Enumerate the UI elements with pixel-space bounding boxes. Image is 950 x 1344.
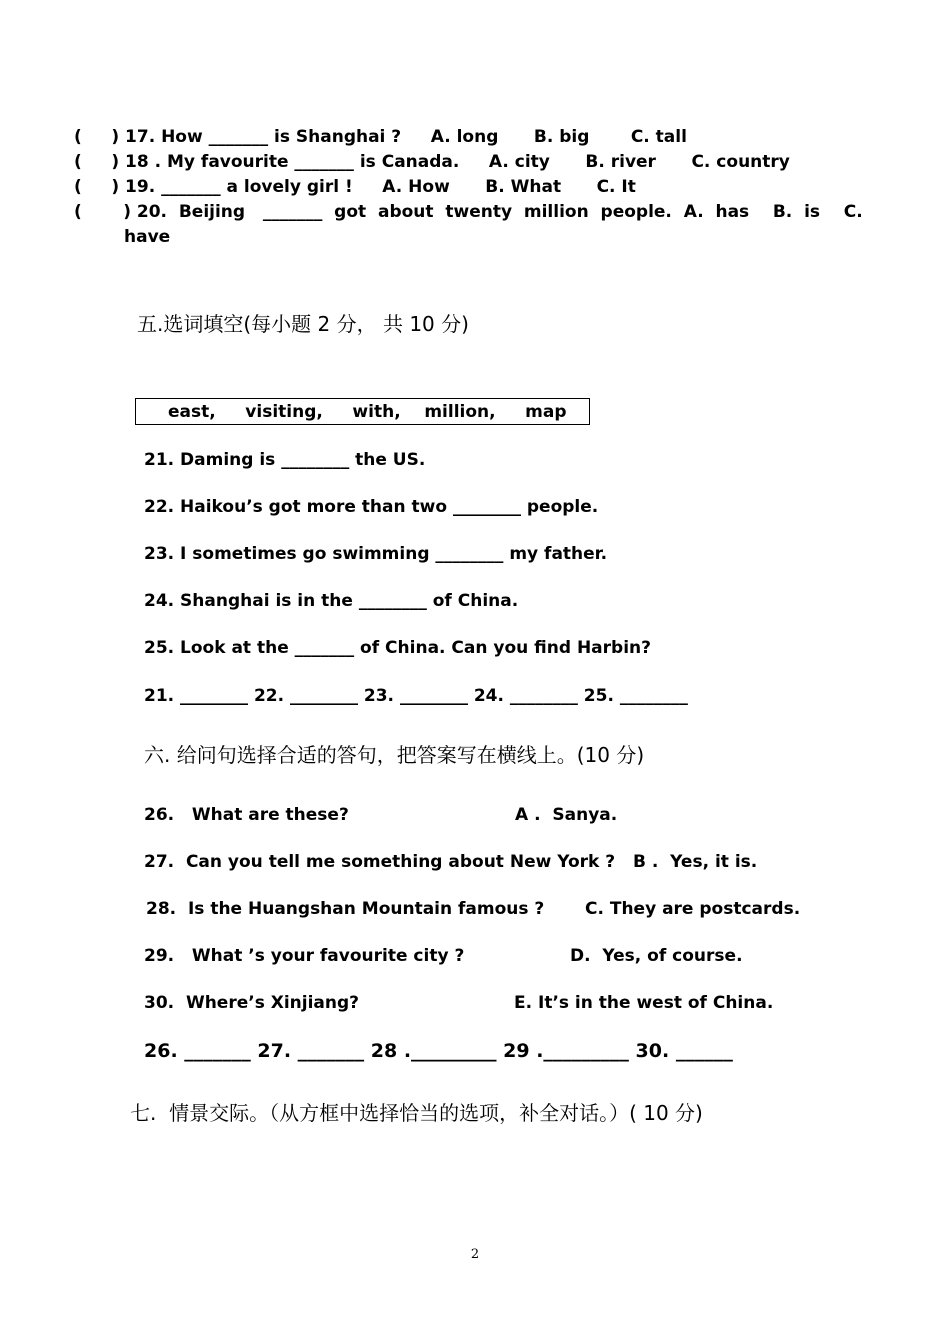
question-17: ( ) 17. How _______ is Shanghai ? A. long B. big C. tall — [74, 127, 687, 147]
question-26: 26. What are these? — [144, 805, 349, 825]
page-number: 2 — [470, 1247, 480, 1262]
question-19: ( ) 19. _______ a lovely girl ! A. How B. What C. It — [74, 177, 636, 197]
answer-option-c: C. They are postcards. — [585, 899, 801, 919]
question-30: 30. Where’s Xinjiang? — [144, 993, 360, 1013]
question-18: ( ) 18 . My favourite _______ is Canada. A. city B. river C. country — [74, 152, 790, 172]
question-20-continued: have — [124, 227, 171, 247]
section-7-title: 七. 情景交际。（从方框中选择恰当的选项，补全对话。）( 10 分) — [130, 1101, 703, 1125]
section-6-title: 六. 给问句选择合适的答句，把答案写在横线上。(10 分) — [144, 743, 645, 767]
section-5-title: 五.选词填空(每小题 2 分， 共 10 分) — [137, 312, 469, 336]
answer-option-e: E. It’s in the west of China. — [514, 993, 774, 1013]
question-24: 24. Shanghai is in the ________ of China. — [144, 591, 519, 611]
word-box-words: east, visiting, with, million, map — [168, 402, 567, 422]
question-23: 23. I sometimes go swimming ________ my father. — [144, 544, 608, 564]
question-25: 25. Look at the _______ of China. Can you find Harbin? — [144, 638, 651, 658]
question-28: 28. Is the Huangshan Mountain famous ? — [146, 899, 545, 919]
question-20: ( ) 20. Beijing _______ got about twenty million people. A. has B. is C. — [74, 202, 863, 222]
answer-option-d: D. Yes, of course. — [570, 946, 743, 966]
question-29: 29. What ’s your favourite city ? — [144, 946, 465, 966]
answer-option-a: A . Sanya. — [515, 805, 618, 825]
answer-option-b: B . Yes, it is. — [633, 852, 758, 872]
question-21: 21. Daming is ________ the US. — [144, 450, 426, 470]
answer-line-21-25: 21. ________ 22. ________ 23. ________ 24. ________ 25. ________ — [144, 686, 688, 706]
question-27: 27. Can you tell me something about New York ? — [144, 852, 616, 872]
answer-line-26-30: 26. _______ 27. _______ 28 ._________ 29 ._________ 30. ______ — [144, 1040, 733, 1062]
question-22: 22. Haikou’s got more than two ________ people. — [144, 497, 599, 517]
